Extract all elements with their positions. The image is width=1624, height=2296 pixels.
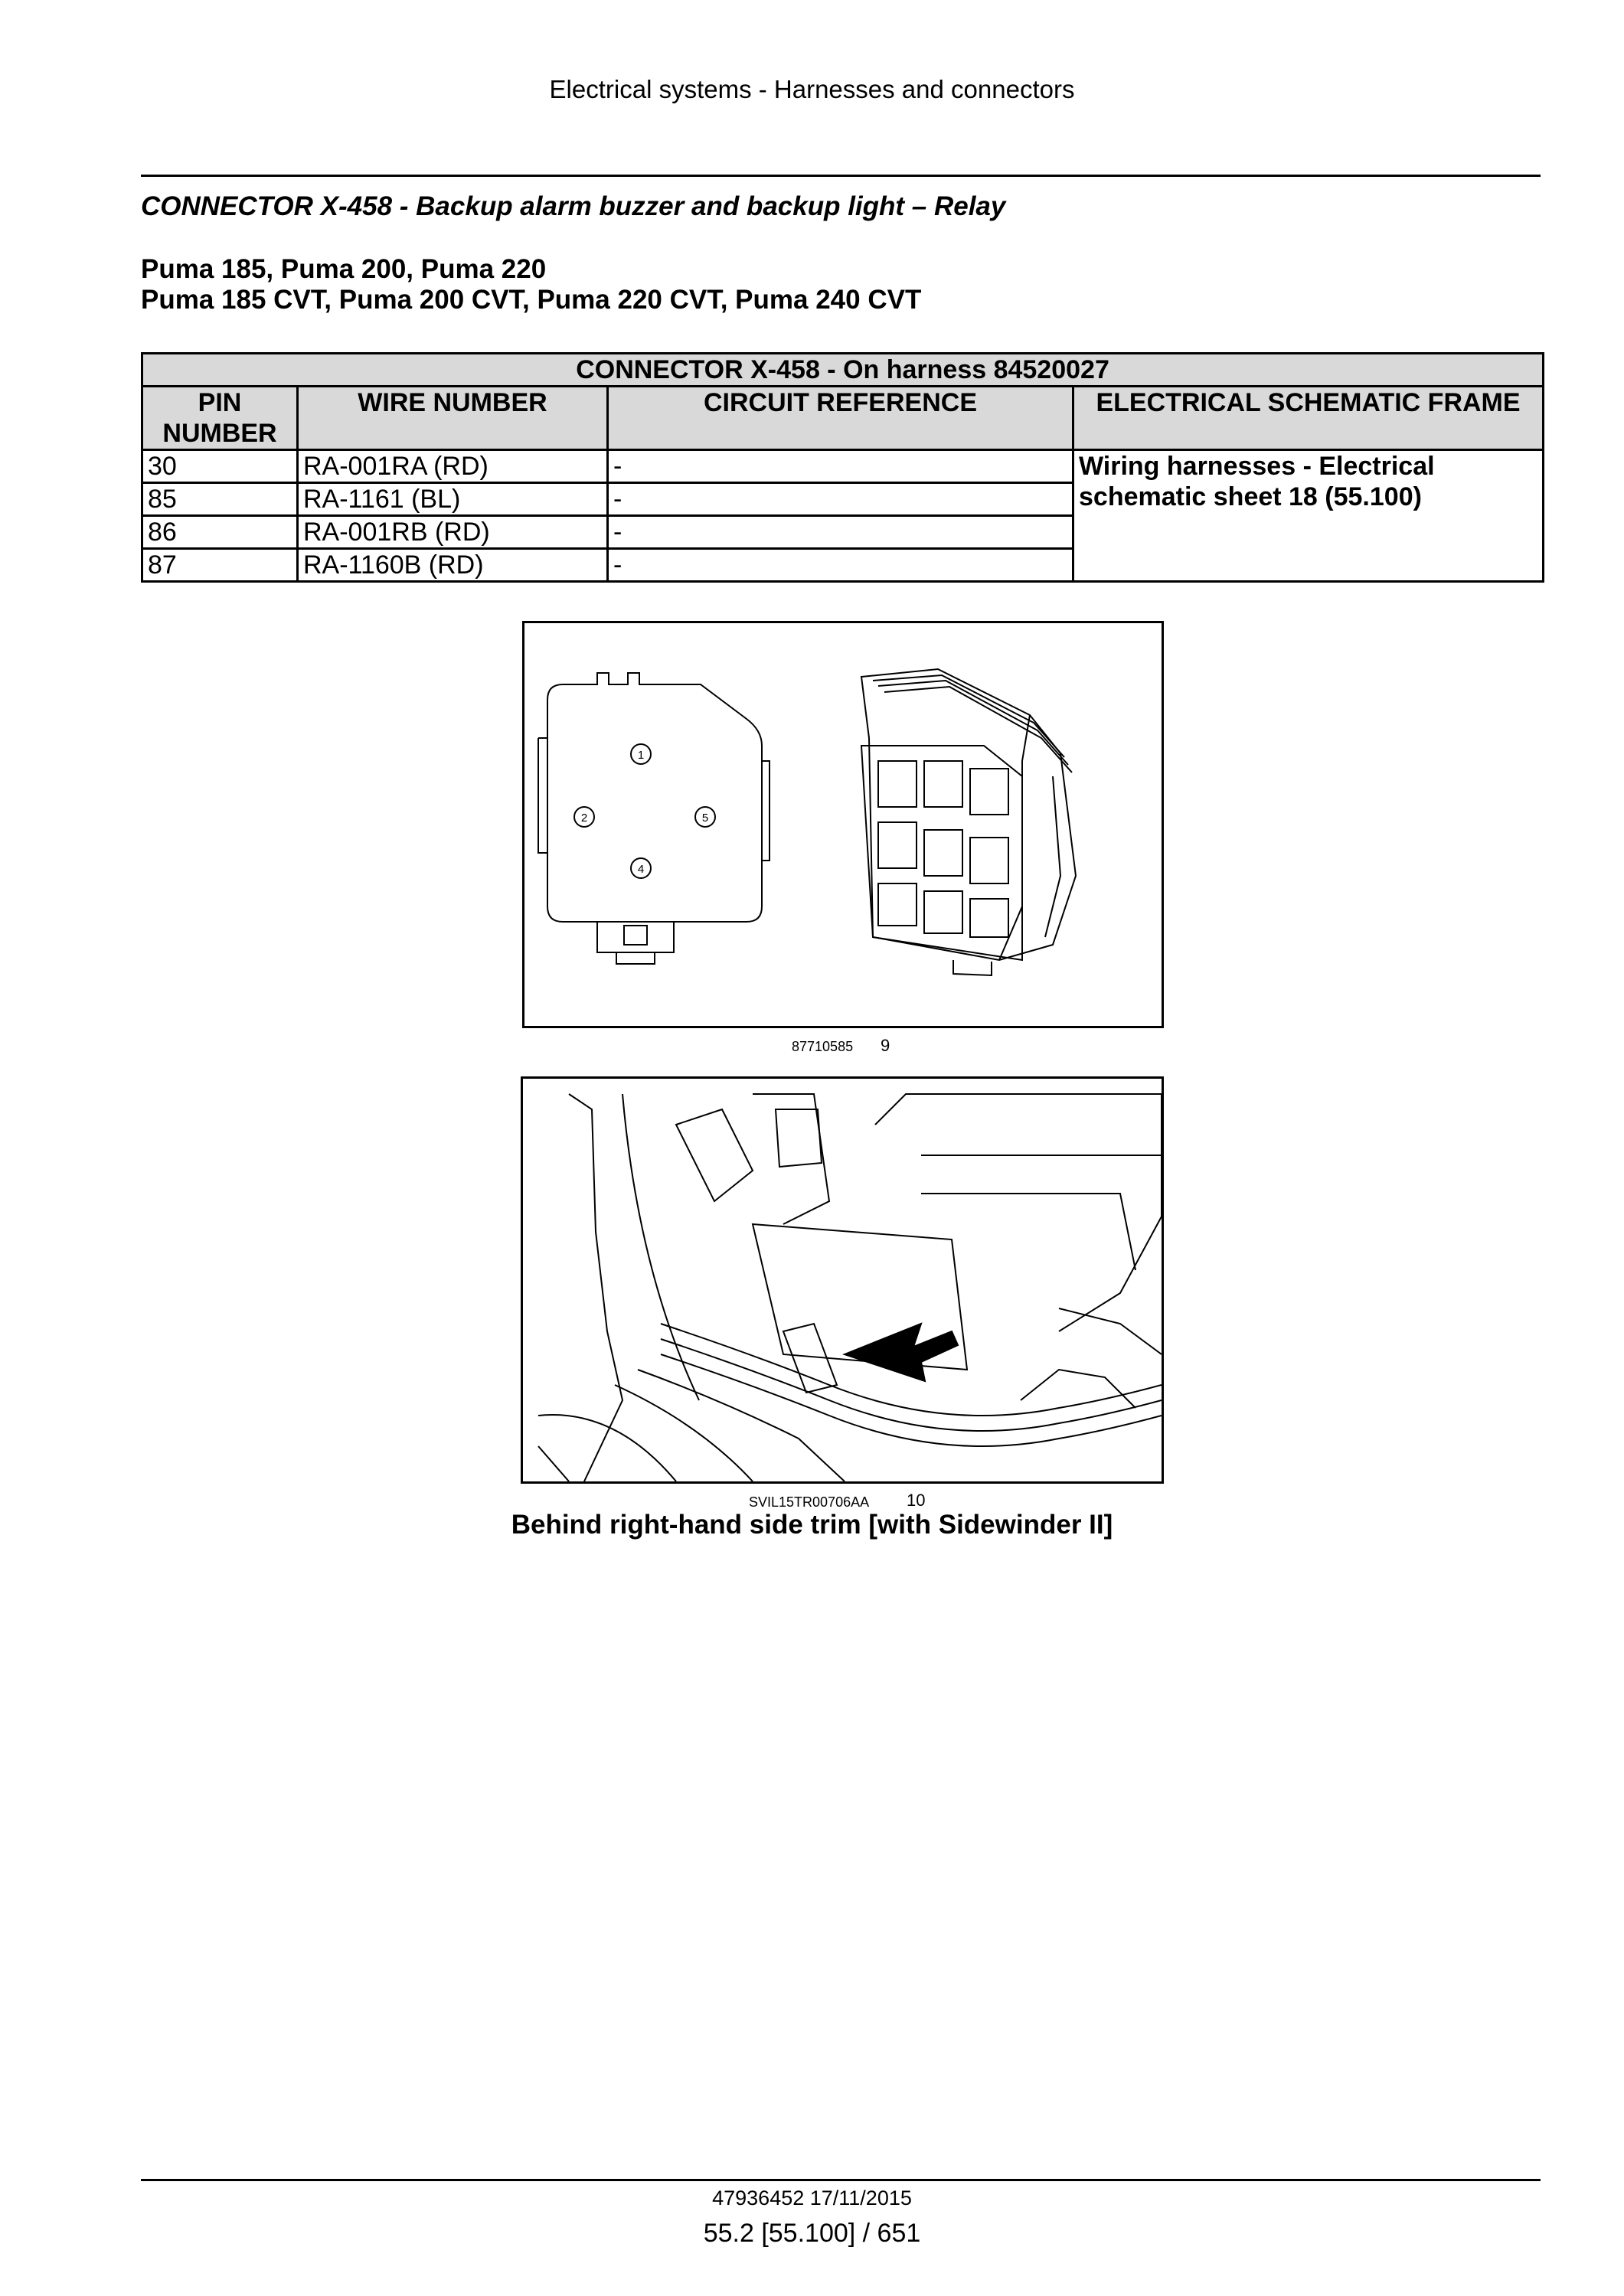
connector-isometric-view — [861, 669, 1076, 975]
header-pin-line1: PIN — [198, 388, 242, 417]
wire-cell: RA-1161 (BL) — [298, 483, 608, 516]
connector-table — [141, 352, 1544, 583]
header-pin-number — [142, 387, 298, 450]
figure2-number: 10 — [907, 1491, 926, 1510]
location-arrow-icon — [845, 1324, 958, 1381]
header-circuit-reference: CIRCUIT REFERENCE — [608, 387, 1073, 450]
header-wire-number: WIRE NUMBER — [298, 387, 608, 450]
circuit-cell: - — [608, 516, 1073, 549]
header-pin-line2: NUMBER — [162, 419, 277, 448]
table-row — [142, 450, 1544, 483]
pin-cell: 87 — [142, 549, 298, 582]
wire-cell: RA-001RA (RD) — [298, 450, 608, 483]
header-schematic-frame: ELECTRICAL SCHEMATIC FRAME — [1073, 387, 1544, 450]
table-title: CONNECTOR X-458 - On harness 84520027 — [142, 354, 1544, 387]
figure2-caption: Behind right-hand side trim [with Sidewinder II] — [511, 1510, 1113, 1540]
pin-cell: 30 — [142, 450, 298, 483]
model-line-1: Puma 185, Puma 200, Puma 220 — [141, 254, 547, 284]
pin-label: 4 — [637, 863, 645, 876]
wire-cell: RA-1160B (RD) — [298, 549, 608, 582]
pin-cell: 86 — [142, 516, 298, 549]
section-title: CONNECTOR X-458 - Backup alarm buzzer and backup light – Relay — [141, 191, 1006, 221]
circuit-cell: - — [608, 549, 1073, 582]
footer-rule — [141, 2179, 1541, 2181]
pin-label: 1 — [637, 749, 645, 762]
figure1-number: 9 — [881, 1036, 890, 1055]
installation-drawing — [521, 1076, 1164, 1484]
circuit-cell: - — [608, 483, 1073, 516]
footer-page-number: 55.2 [55.100] / 651 — [703, 2219, 921, 2248]
footer-doc-id: 47936452 17/11/2015 — [712, 2187, 912, 2209]
connector-drawing — [522, 621, 1164, 1028]
pin-cell: 85 — [142, 483, 298, 516]
figure1-image-id: 87710585 — [792, 1039, 854, 1054]
figure2-image-id: SVIL15TR00706AA — [749, 1494, 870, 1510]
header-rule — [141, 175, 1541, 177]
wire-cell: RA-001RB (RD) — [298, 516, 608, 549]
model-list — [141, 254, 921, 315]
circuit-cell: - — [608, 450, 1073, 483]
model-line-2: Puma 185 CVT, Puma 200 CVT, Puma 220 CVT, Puma 240 CVT — [141, 285, 922, 315]
pin-label: 2 — [580, 812, 588, 825]
connector-face-view — [538, 673, 770, 964]
schematic-frame-cell: Wiring harnesses - Electrical schematic sheet 18 (55.100) — [1073, 450, 1544, 582]
pin-label: 5 — [701, 812, 709, 825]
page-header: Electrical systems - Harnesses and connectors — [549, 75, 1075, 103]
